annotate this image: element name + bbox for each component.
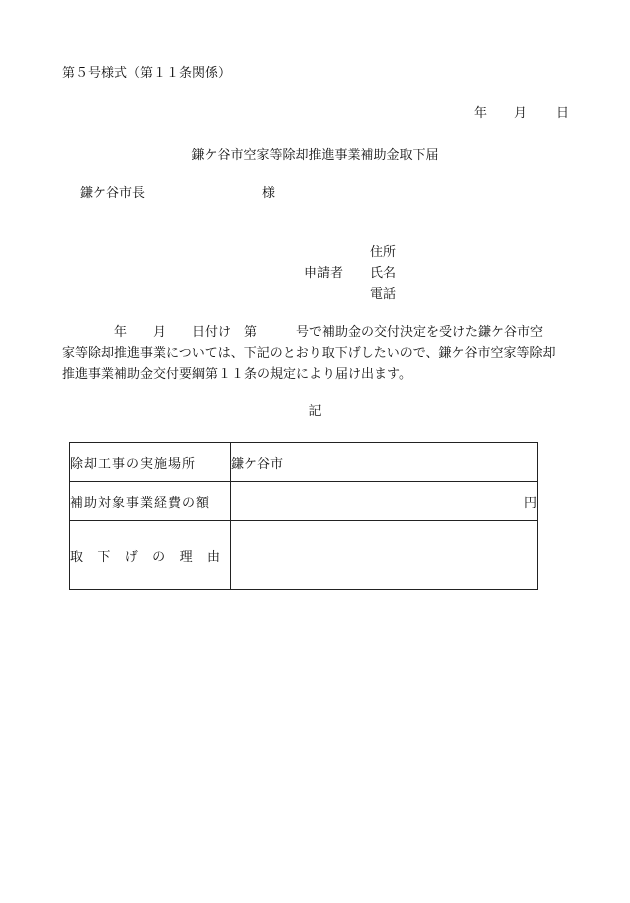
reason-label-char: 由 <box>206 549 221 565</box>
cost-label: 補助対象事業経費の額 <box>70 482 231 521</box>
phone-label: 電話 <box>370 287 397 302</box>
reason-label-char: 理 <box>179 549 194 565</box>
body-paragraph <box>62 322 576 385</box>
details-table <box>69 442 538 590</box>
name-label: 氏名 <box>370 266 397 281</box>
addressee-honorific: 様 <box>262 186 276 201</box>
applicant-label: 申請者 <box>304 266 344 281</box>
address-label: 住所 <box>370 245 397 260</box>
reason-label <box>70 521 231 590</box>
reason-label-char: げ <box>124 549 139 565</box>
date-month-label: 月 <box>514 106 528 121</box>
body-line: 家等除却推進事業については、下記のとおり取下げしたいので、鎌ケ谷市空家等除却 <box>62 346 556 361</box>
date-year-label: 年 <box>474 106 488 121</box>
note-heading: 記 <box>308 404 322 419</box>
date-day-label: 日 <box>556 106 570 121</box>
reason-label-char: の <box>152 549 167 565</box>
reason-label-char: 取 <box>70 549 85 565</box>
table-row <box>70 521 538 590</box>
form-number: 第５号様式（第１１条関係） <box>62 66 232 81</box>
cost-value: 円 <box>231 482 538 521</box>
body-line: 推進事業補助金交付要綱第１１条の規定により届け出ます。 <box>62 367 412 382</box>
table-row <box>70 482 538 521</box>
location-value: 鎌ケ谷市 <box>231 443 538 482</box>
table-row <box>70 443 538 482</box>
addressee-name: 鎌ケ谷市長 <box>80 186 146 201</box>
reason-value <box>231 521 538 590</box>
location-label: 除却工事の実施場所 <box>70 443 231 482</box>
document-title: 鎌ケ谷市空家等除却推進事業補助金取下届 <box>191 148 439 163</box>
reason-label-char: 下 <box>97 549 112 565</box>
body-line: 年 月 日付け 第 号で補助金の交付決定を受けた鎌ケ谷市空 <box>62 325 544 340</box>
